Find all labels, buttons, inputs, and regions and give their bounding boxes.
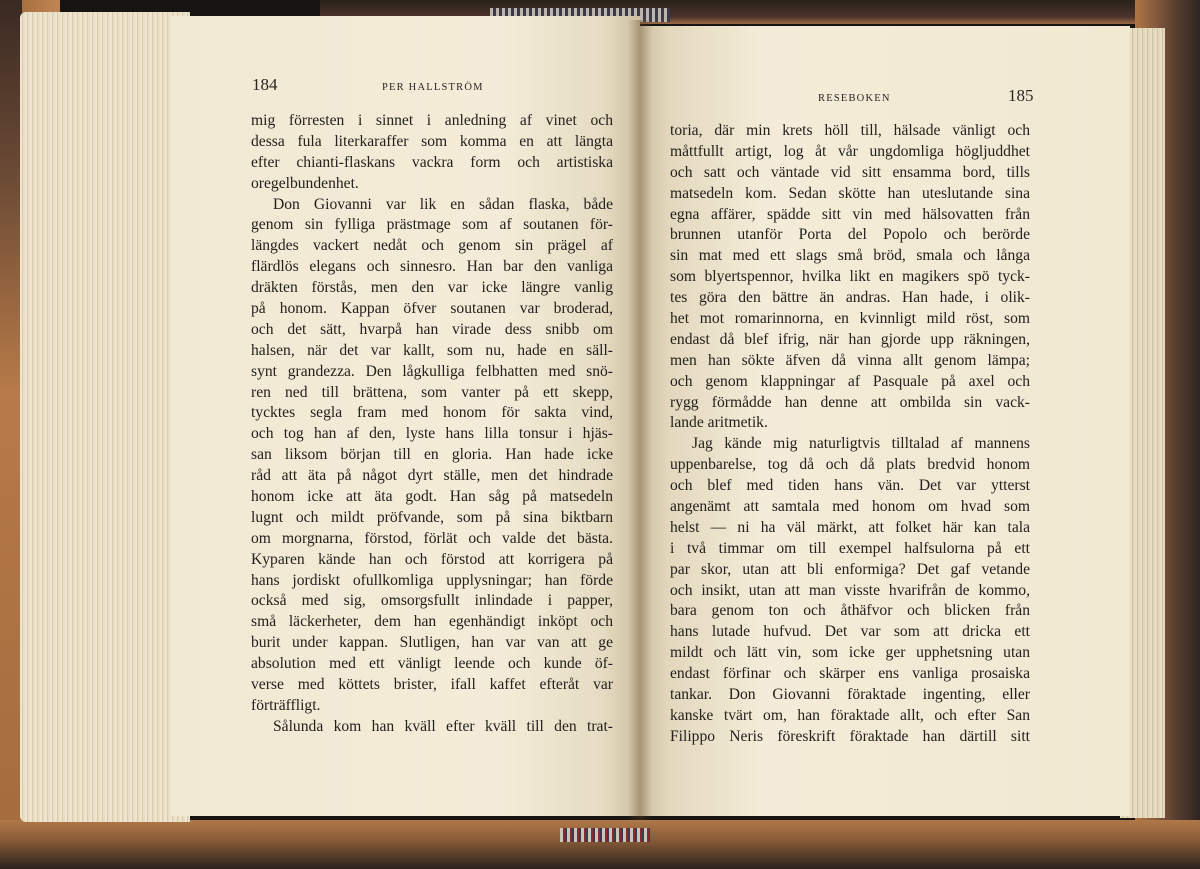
text-line: råd att äta på något dyrt ställe, men det hindrade (251, 467, 613, 485)
text-line: flärdlös elegans och sinnesro. Han bar den vanliga (251, 258, 613, 276)
text-line: burit under kappan. Slutligen, han var van att ge (251, 634, 613, 652)
text-line: rygg förmådde han denne att ombilda sin vack- (670, 393, 1030, 411)
text-line: också med sig, omsorgsfullt inlindade i papper, (251, 592, 613, 610)
text-line: tankar. Don Giovanni föraktade ingenting, eller (670, 686, 1030, 704)
text-line: synt grandezza. Den lågkulliga felbhatten med snö- (251, 362, 613, 380)
text-line: små läckerheter, dem han egenhändigt inköpt och (251, 613, 613, 631)
text-line: Don Giovanni var lik en sådan flaska, både (273, 195, 613, 213)
text-line: men han sökte äfven då vinna allt genom lämpa; (670, 351, 1030, 369)
right-running-head: RESEBOKEN (818, 93, 891, 104)
page-stack-left (20, 12, 190, 822)
text-line: måttfullt artigt, log åt vår ungdomliga högljuddhet (670, 142, 1030, 160)
text-line: san liksom början till en gloria. Han hade icke (251, 446, 613, 464)
text-line: mig förresten i sinnet i anledning af vinet och (251, 112, 613, 129)
text-line: matsedeln kom. Sedan skötte han uteslutande sina (670, 184, 1030, 202)
text-line: och det sätt, hvarpå han virade dess snibb om (251, 320, 613, 338)
text-line: tycktes segla fram med honom för sakta vind, (251, 404, 613, 422)
book-gutter (628, 20, 652, 820)
left-page-number: 184 (252, 75, 278, 94)
text-line: Jag kände mig naturligtvis tilltalad af mannens (692, 435, 1030, 453)
text-line: och insikt, utan att man visste hvarifrån de kommo, (670, 581, 1030, 599)
right-page-text (670, 121, 1030, 748)
text-line: brunnen utanför Porta del Popolo och berörde (670, 226, 1030, 244)
left-running-head: PER HALLSTRÖM (382, 82, 484, 93)
text-line: och blef med tiden hans vän. Det var ytterst (670, 477, 1030, 495)
text-line: tes göra den bättre än andras. Han hade, i olik- (670, 289, 1030, 307)
text-line: sin mat med ett slags små bröd, smala och långa (670, 247, 1030, 265)
text-line: och genom klappningar af Pasquale på axel och (670, 372, 1030, 390)
text-line: i två timmar om till exempel halfsulorna på ett (670, 539, 1030, 557)
text-line: lugnt och mildt pröfvande, som på sina biktbarn (251, 508, 613, 526)
text-line: hans lutade hufvud. Det var som att dricka ett (670, 623, 1030, 641)
text-line: verse med köttets brister, ifall kaffet efteråt var (251, 676, 613, 694)
text-line: kanske tvärt om, han föraktade allt, och efter San (670, 706, 1030, 724)
text-line: het mot romarinnorna, en kvinnligt mild röst, som (670, 310, 1030, 328)
text-line: ren ned till brättena, som vanter på ett skepp, (251, 383, 613, 401)
text-line: längdes vackert nedåt och genom sin prägel af (251, 237, 613, 255)
text-line: efter chianti-flaskans vackra form och artistiska (251, 153, 613, 171)
text-line: och tog han af den, lyste hans lilla tonsur i hjäs- (251, 425, 613, 443)
text-line: hans jordiskt ofullkomliga upplysningar; han förde (251, 571, 613, 589)
text-line: angenämt att samtala med honom om hvad som (670, 498, 1030, 516)
text-line: par skor, utan att bli enformiga? Det gaf vetande (670, 560, 1030, 578)
text-line: helst — ni ha väl märkt, att folket här kan tala (670, 518, 1030, 536)
text-line: som blyertspennor, hvilka likt en magikers spö tyck- (670, 268, 1030, 286)
text-line: förträffligt. (251, 696, 321, 714)
text-line: dräkten förstås, men den var icke längre vanlig (251, 279, 613, 297)
text-line: endast förfinar och skärper ens vanliga prosaiska (670, 665, 1030, 683)
left-page-text (251, 111, 613, 738)
text-line: absolution med ett vänligt leende och kunde öf- (251, 655, 613, 673)
text-line: och satt och väntade vid sitt ensamma bord, tills (670, 163, 1030, 181)
text-line: egna affärer, spädde sitt vin med hälsovatten från (670, 205, 1030, 223)
text-line: Sålunda kom han kväll efter kväll till den trat- (273, 717, 613, 735)
headband-bottom (560, 828, 650, 842)
right-page-number: 185 (1008, 86, 1034, 105)
text-line: oregelbundenhet. (251, 174, 359, 192)
text-line: genom sin fylliga prästmage som af soutanen för- (251, 216, 613, 234)
text-line: toria, där min krets höll till, hälsade vänligt och (670, 122, 1030, 139)
text-line: lande aritmetik. (670, 414, 768, 432)
text-line: uppenbarelse, tog då och då plats bredvid honom (670, 456, 1030, 474)
book-cover-left-edge (0, 0, 22, 869)
text-line: Kyparen kände han och förstod att korrigera på (251, 550, 613, 568)
text-line: dessa fula literkaraffer som komma en att längta (251, 132, 613, 150)
text-line: endast då blef ifrig, när han gjorde upp räkningen, (670, 330, 1030, 348)
text-line: Filippo Neris föreskrift föraktade han därtill sitt (670, 727, 1030, 745)
text-line: halsen, när det var kallt, som nu, hade en säll- (251, 341, 613, 359)
text-line: mildt och lätt vin, som icke ger upphetsning utan (670, 644, 1030, 662)
text-line: om morgnarna, förstod, förlät och valde det bästa. (251, 529, 613, 547)
text-line: honom icke att äta godt. Han såg på matsedeln (251, 488, 613, 506)
text-line: bara genom ton och åthäfvor och blicken från (670, 602, 1030, 620)
text-line: på honom. Kappan öfver soutanen var broderad, (251, 300, 613, 318)
